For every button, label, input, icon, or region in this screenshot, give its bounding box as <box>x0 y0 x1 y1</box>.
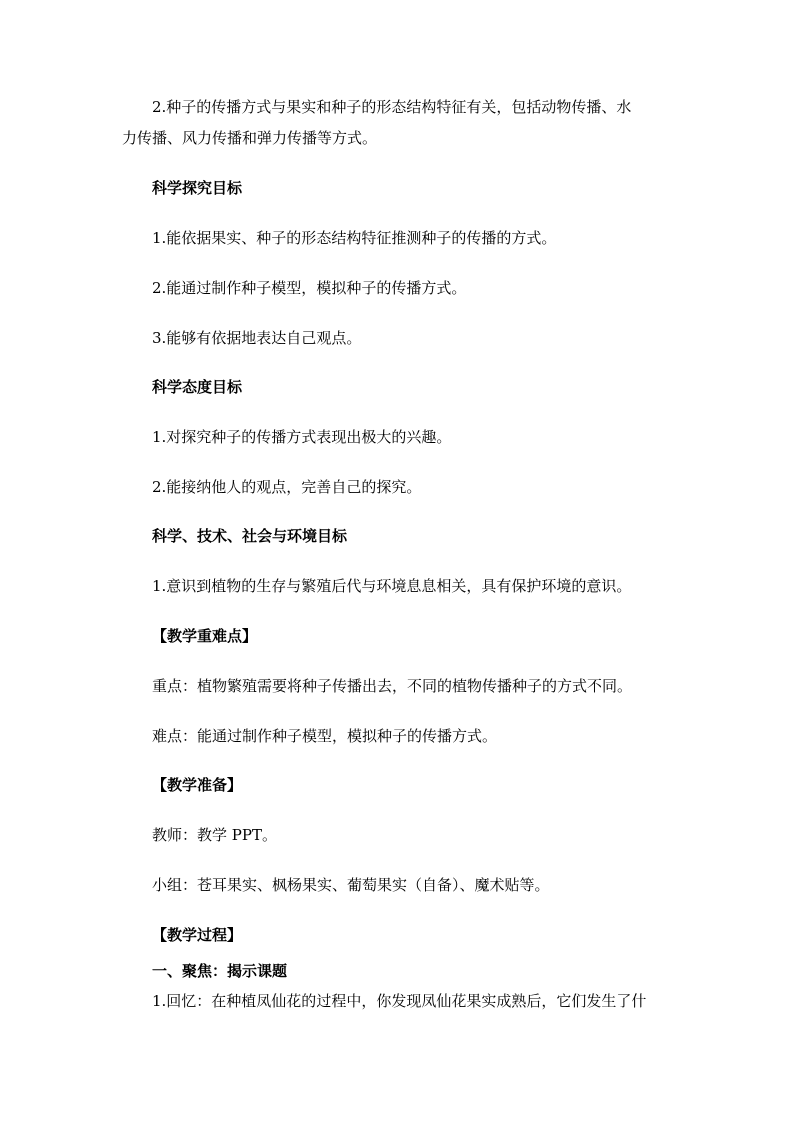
knowledge-goal-2-line-1: 2.种子的传播方式与果实和种子的形态结构特征有关，包括动物传播、水 <box>152 98 632 116</box>
inquiry-goal-1: 1.能依据果实、种子的形态结构特征推测种子的传播的方式。 <box>152 229 557 247</box>
heading-inquiry-goals: 科学探究目标 <box>152 179 243 197</box>
knowledge-goal-2-line-2: 力传播、风力传播和弹力传播等方式。 <box>122 129 378 147</box>
attitude-goal-2: 2.能接纳他人的观点，完善自己的探究。 <box>152 478 422 496</box>
step-1-text: 1.回忆：在种植凤仙花的过程中，你发现凤仙花果实成熟后，它们发生了什 <box>152 992 647 1010</box>
heading-sts-goals: 科学、技术、社会与环境目标 <box>152 527 348 545</box>
key-point: 重点：植物繁殖需要将种子传播出去，不同的植物传播种子的方式不同。 <box>152 677 633 695</box>
inquiry-goal-3: 3.能够有依据地表达自己观点。 <box>152 329 362 347</box>
prep-group: 小组：苍耳果实、枫杨果实、葡萄果实（自备）、魔术贴等。 <box>152 876 550 894</box>
heading-process: 【教学过程】 <box>152 926 243 944</box>
heading-preparation: 【教学准备】 <box>152 776 243 794</box>
heading-key-points: 【教学重难点】 <box>152 627 258 645</box>
difficult-point: 难点：能通过制作种子模型，模拟种子的传播方式。 <box>152 727 498 745</box>
heading-attitude-goals: 科学态度目标 <box>152 378 243 396</box>
inquiry-goal-2: 2.能通过制作种子模型，模拟种子的传播方式。 <box>152 279 467 297</box>
prep-teacher: 教师：教学 PPT。 <box>152 826 277 844</box>
attitude-goal-1: 1.对探究种子的传播方式表现出极大的兴趣。 <box>152 428 452 446</box>
section-1-title: 一、聚焦：揭示课题 <box>152 962 288 980</box>
sts-goal-1: 1.意识到植物的生存与繁殖后代与环境息息相关，具有保护环境的意识。 <box>152 577 632 595</box>
